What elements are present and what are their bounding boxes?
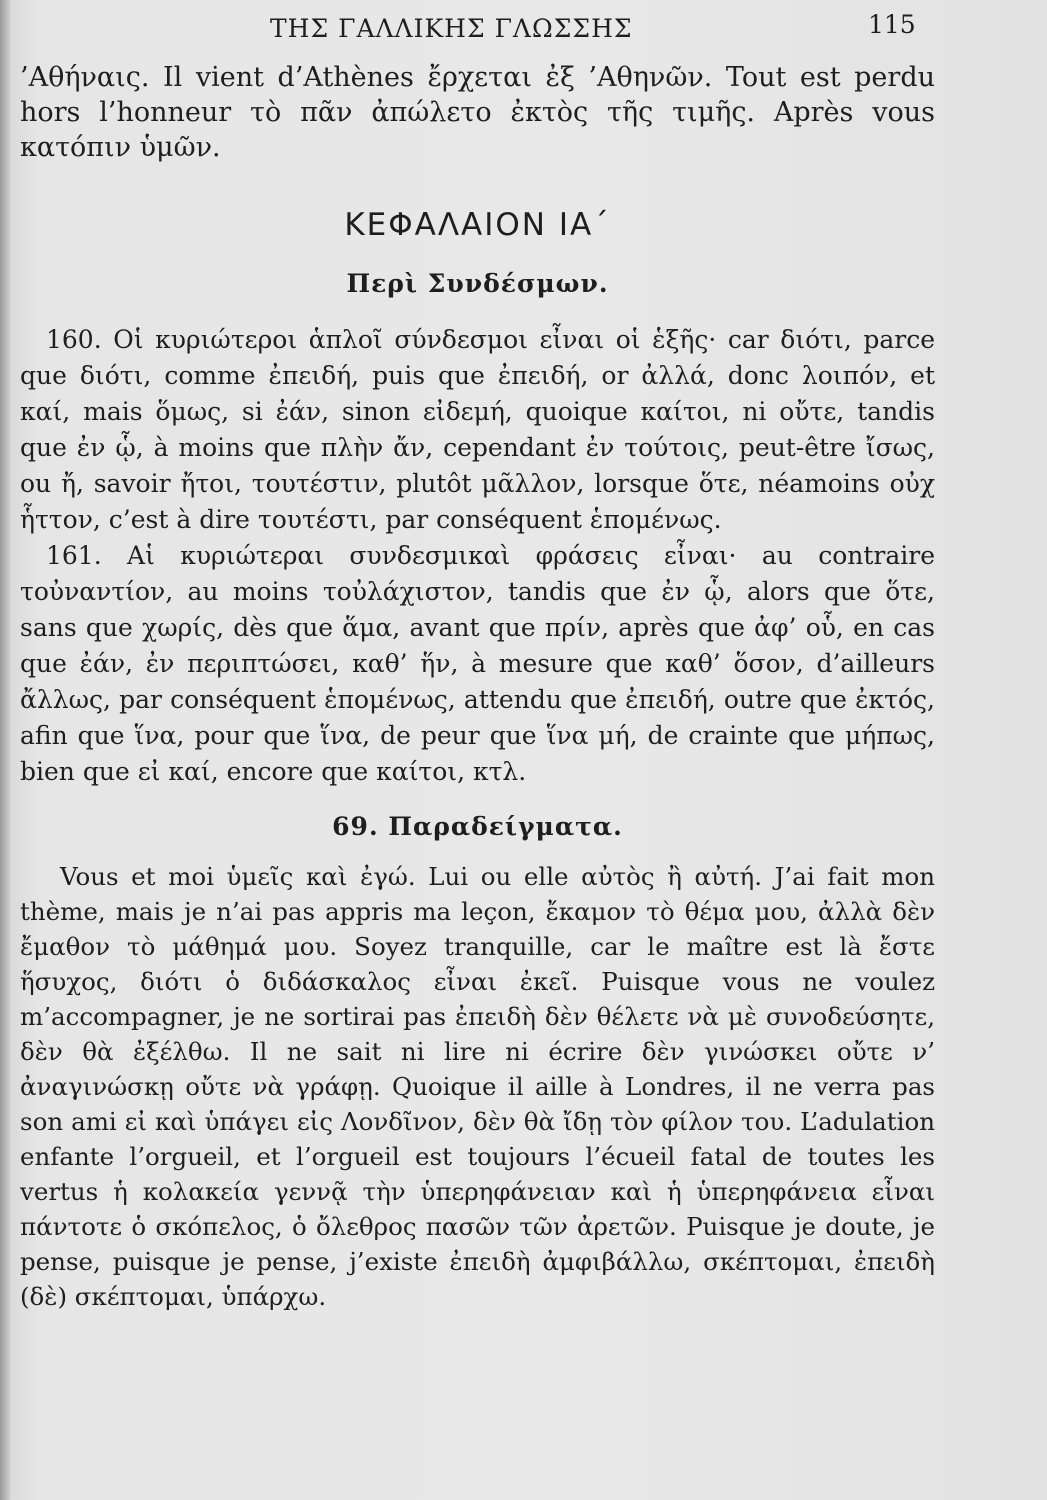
- chapter-title: ΚΕΦΑΛΑΙΟΝ ΙΑ΄: [344, 207, 611, 243]
- paragraph-161: 161. Αἱ κυριώτεραι συνδεσμικαὶ φράσεις εἶναι· au contraire τοὐναντίον, au moins τοὐλάχιστον, tandis que ἐν ᾧ, alors que ὅτε, sans que χωρίς, dès que ἅμα, avant que πρίν, après que ἀφ’ οὗ, en cas que ἐάν, ἐν περιπτώσει, καθ’ ἥν, à mesure que καθ’ ὅσον, d’ailleurs ἄλλως, par conséquent ἑπομένως, attendu que ἐπειδή, outre que ἐκτός, afin que ἵνα, pour que ἵνα, de peur que ἵνα μή, de crainte que μήπως, bien que εἰ καί, encore que καίτοι, κτλ.: [20, 541, 935, 786]
- running-head: ΤΗΣ ΓΑΛΛΙΚΗΣ ΓΛΩΣΣΗΣ: [270, 14, 633, 43]
- section-title: Περὶ Συνδέσμων.: [346, 269, 609, 298]
- page-number: 115: [868, 10, 916, 39]
- examples-title: 69. Παραδείγματα.: [332, 812, 623, 841]
- paragraph-160: 160. Οἱ κυριώτεροι ἁπλοῖ σύνδεσμοι εἶναι οἱ ἑξῆς· car διότι, parce que διότι, comme ἐπειδή, puis que ἐπειδή, or ἀλλά, donc λοιπόν, et καί, mais ὅμως, si ἐάν, sinon εἰδεμή, quoique καίτοι, ni οὔτε, tandis que ἐν ᾧ, à moins que πλὴν ἄν, cependant ἐν τούτοις, peut-être ἴσως, ou ἤ, savoir ἤτοι, τουτέστιν, plutôt μᾶλλον, lorsque ὅτε, néamoins οὐχ ἧττον, c’est à dire τουτέστι, par conséquent ἑπομένως.: [20, 325, 935, 534]
- intro-paragraph: ’Αθήναις. Il vient d’Athènes ἔρχεται ἐξ ’Αθηνῶν. Tout est perdu hors l’honneur τὸ πᾶν ἀπώλετο ἐκτὸς τῆς τιμῆς. Après vous κατόπιν ὑμῶν.: [20, 62, 935, 163]
- page-body: [20, 60, 935, 1314]
- examples-paragraph: Vous et moi ὑμεῖς καὶ ἐγώ. Lui ou elle αὐτὸς ἢ αὐτή. J’ai fait mon thème, mais je n’ai pas appris ma leçon, ἔκαμον τὸ θέμα μου, ἀλλὰ δὲν ἔμαθον τὸ μάθημά μου. Soyez tranquille, car le maître est là ἔστε ἥσυχος, διότι ὁ διδάσκαλος εἶναι ἐκεῖ. Puisque vous ne voulez m’accompagner, je ne sortirai pas ἐπειδὴ δὲν θέλετε νὰ μὲ συνοδεύσητε, δὲν θὰ ἐξέλθω. Il ne sait ni lire ni écrire δὲν γινώσκει οὔτε ν’ ἀναγινώσκῃ οὔτε νὰ γράφῃ. Quoique il aille à Londres, il ne verra pas son ami εἰ καὶ ὑπάγει εἰς Λονδῖνον, δὲν θὰ ἴδῃ τὸν φίλον του. L’adulation enfante l’orgueil, et l’orgueil est toujours l’écueil fatal de toutes les vertus ἡ κολακεία γεννᾷ τὴν ὑπερηφάνειαν καὶ ἡ ὑπερηφάνεια εἶναι πάντοτε ὁ σκόπελος, ὁ ὄλεθρος πασῶν τῶν ἀρετῶν. Puisque je doute, je pense, puisque je pense, j’existe ἐπειδὴ ἀμφιβάλλω, σκέπτομαι, ἐπειδὴ (δὲ) σκέπτομαι, ὑπάρχω.: [20, 862, 935, 1311]
- book-spine-shadow: [0, 0, 10, 1500]
- page-header: [0, 8, 1047, 48]
